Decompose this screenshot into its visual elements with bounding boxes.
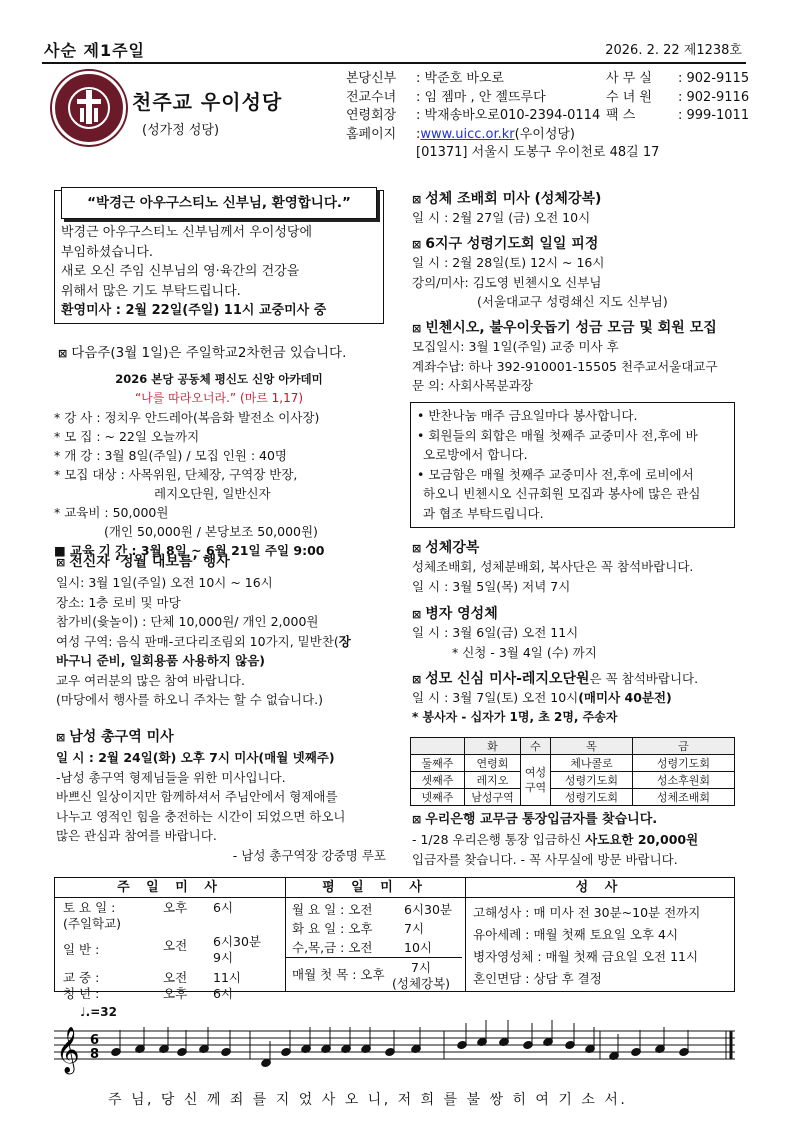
benediction-section: ⊠ 성체강복 성체조배회, 성체분배회, 복사단은 꼭 참석바랍니다. 일 시 : 3월 5일(목) 저녁 7시 <box>412 540 694 594</box>
event-section: ⊠ 전신자 ‘정월 대보름’ 행사 일시: 3월 1일(주일) 오전 10시 ~ 16시 장소: 1층 로비 및 마당 참가비(윷놀이) : 단체 10,000원/ 개인 2,000원 여성 구역: 음식 판매-코다리조림외 10가지, 밑반찬(장 바구니 준비, 일회용품 사용하지 않음) 교우 여러분의 많은 참여 바랍니다. (마당에서 행사를 하오니 주차는 할 수 없습니다.) <box>56 554 351 707</box>
music-staff <box>54 1005 735 1085</box>
men-title: 남성 총구역 미사 <box>69 729 174 745</box>
tempo-mark: ♩.=32 <box>80 1005 117 1019</box>
weekday-mass-head: 평 일 미 사 <box>285 878 465 898</box>
sunday-school-notice: ⊠ 다음주(3월 1일)은 주일학교2차헌금 있습니다. <box>58 345 347 361</box>
volunteer-schedule-table: 화 수 목 금 둘째주 연령회 여성 구역 체나콜로 성령기도회 셋째주 레지오 성령기도회 성소후원회 넷째주 남성구역 성령기도회 성체조배회 <box>410 737 735 806</box>
sacrament-times: 고해성사 : 매 미사 전 30분~10분 전까지 유아세례 : 매월 첫째 토요일 오후 4시 병자영성체 : 매월 첫째 금요일 오전 11시 혼인면담 : 상담 후 결정 <box>473 905 701 986</box>
info-key: 연령회장 <box>346 108 397 123</box>
mass-times-table <box>54 877 735 1001</box>
vincent-section: ⊠ 빈첸시오, 불우이웃돕기 성금 모금 및 회원 모집 모집일시: 3월 1일(주일) 교중 미사 후 계좌수납: 하나 392-910001-15505 천주교서울대교구 문 의: 사회사목분과장 <box>412 320 718 393</box>
welcome-mass: 환영미사 : 2월 22일(주일) 11시 교중미사 중 <box>61 303 327 318</box>
welcome-title: “박경근 아우구스티노 신부님, 환영합니다.” <box>61 187 377 219</box>
academy-period: ■ 교육 기 간 : 3월 8일 ~ 6월 21일 주일 9:00 <box>54 543 325 558</box>
header-bar <box>42 34 746 64</box>
academy-verse: “나를 따라오너라.” (마르 1,17) <box>134 391 304 405</box>
info-value: : 임 젬마 , 안 젤뜨루다 <box>416 89 546 105</box>
sacrament-head: 성 사 <box>465 878 734 898</box>
sunday-mass-times: 토 요 일 : (주일학교) 오후 6시 일 반 : 오전 6시30분 9시 교 중 : 오전 11시 청 년 : 오후 6시 <box>63 900 262 1001</box>
parish-name: 천주교 우이성당 <box>132 90 283 114</box>
sick-communion-section: ⊠ 병자 영성체 일 시 : 3월 6일(금) 오전 11시 * 신청 - 3월 4일 (수) 까지 <box>412 606 597 660</box>
svg-text:6: 6 <box>90 1033 100 1048</box>
sunday-mass-head: 주 일 미 사 <box>55 878 285 898</box>
weekday-mass-times: 월 요 일 : 오전 6시30분 화 요 일 : 오후 7시 수,목,금 : 오전 10시 매월 첫 목 : 오후 7시 (성체강복) <box>292 900 462 992</box>
info-key: 홈페이지 <box>346 126 397 142</box>
info-value: : 박준호 바오로 <box>416 71 504 86</box>
hymn-lyrics: 주 님, 당 신 께 죄 를 지 었 사 오 니, 저 희 를 불 쌍 히 여 기 소 서. <box>108 1092 628 1108</box>
svg-text:𝄞: 𝄞 <box>56 1027 80 1073</box>
adoration-section: ⊠ 성체 조배회 미사 (성체강복) 일 시 : 2월 27일 (금) 오전 10시 <box>412 191 602 225</box>
bank-section: ⊠ 우리은행 교무금 통장입금자를 찾습니다. - 1/28 우리은행 통장 입금하신 사도요한 20,000원 입금자를 찾습니다. - 꼭 사무실에 방문 바랍니다. <box>412 812 699 867</box>
parish-subtitle: (성가정 성당) <box>142 123 220 138</box>
svg-text:8: 8 <box>90 1047 100 1062</box>
homepage-link[interactable]: www.uicc.or.kr <box>420 126 515 142</box>
retreat-section: ⊠ 6지구 성령기도회 일일 피정 일 시 : 2월 28일(토) 12시 ~ 16시 강의/미사: 김도영 빈첸시오 신부님 (서울대교구 성령쇄신 지도 신부님) <box>412 236 668 309</box>
contact-info: 본당신부 : 박준호 바오로 전교수녀 : 임 젬마 , 안 젤뜨루다 연령회장 : 박재송바오로010-2394-0114 홈페이지 : www.uicc.or.kr (우이성당) [01371] 서울시 도봉구 우이천로 48길 17 <box>346 70 659 163</box>
staff-svg <box>54 1005 735 1085</box>
academy-title: 2026 본당 공동체 평신도 신앙 아카데미 <box>115 372 323 386</box>
academy-section: 2026 본당 공동체 평신도 신앙 아카데미 “나를 따라오너라.” (마르 1,17) * 강 사 : 정치우 안드레아(복음화 발전소 이사장) * 모 집 : ~ 22일 오늘까지 * 개 강 : 3월 8일(주일) / 모집 인원 : 40명 * 모집 대상 : 사목위원, 단체장, 구역장 반장, 레지오단원, 일반신자 * 교육비 : 50,000원 (개인 50,000원 / 본당보조 50,000원) ■ 교육 기 간 : 3월 8일 ~ 6월 21일 주일 9:00 <box>54 371 384 560</box>
info-key: 본당신부 <box>346 71 397 86</box>
event-title: 전신자 ‘정월 대보름’ 행사 <box>69 554 230 570</box>
info-value: : 박재송바오로010-2394-0114 <box>416 108 601 123</box>
vincent-notice-box: • 반찬나눔 매주 금요일마다 봉사합니다. • 회원들의 회합은 매월 첫째주 교중미사 전,후에 바 오로방에서 합니다. • 모금함은 매월 첫째주 교중미사 전,후에 로비에서 하오니 빈첸시오 신규회원 모집과 봉사에 많은 관심 과 협조 부탁드립니다. <box>410 402 735 528</box>
marian-mass-section: ⊠ 성모 신심 미사-레지오단원은 꼭 참석바랍니다. 일 시 : 3월 7일(토) 오전 10시(매미사 40분전) * 봉사자 - 십자가 1명, 초 2명, 주송자 <box>412 671 699 724</box>
issue-date: 2026. 2. 22 제1238호 <box>605 43 742 58</box>
contact-phones: 사 무 실 : 902-9115 수 녀 원 : 902-9116 팩 스 : 999-1011 <box>606 71 750 123</box>
men-mass-section: ⊠ 남성 총구역 미사 일 시 : 2월 24일(화) 오후 7시 미사(매월 넷째주) -남성 총구역 형제님들을 위한 미사입니다. 바쁘신 일상이지만 함께하셔서 주님안에서 형제애를 나누고 영적인 힘을 충전하는 시간이 되었으면 하오니 많은 관심과 참여를 바랍니다. - 남성 총구역장 강중명 루포 <box>56 729 386 863</box>
info-key: 전교수녀 <box>346 89 397 105</box>
welcome-box: “박경근 아우구스티노 신부님, 환영합니다.” 박경근 아우구스티노 신부님께서 우이성당에 부임하셨습니다. 새로 오신 주임 신부님의 영·육간의 건강을 위해서 많은 기도 부탁드립니다. 환영미사 : 2월 22일(주일) 11시 교중미사 중 <box>54 190 384 324</box>
season-label: 사순 제1주일 <box>44 41 145 60</box>
address: [01371] 서울시 도봉구 우이천로 48길 17 <box>416 145 660 160</box>
parish-seal-icon <box>52 71 126 145</box>
